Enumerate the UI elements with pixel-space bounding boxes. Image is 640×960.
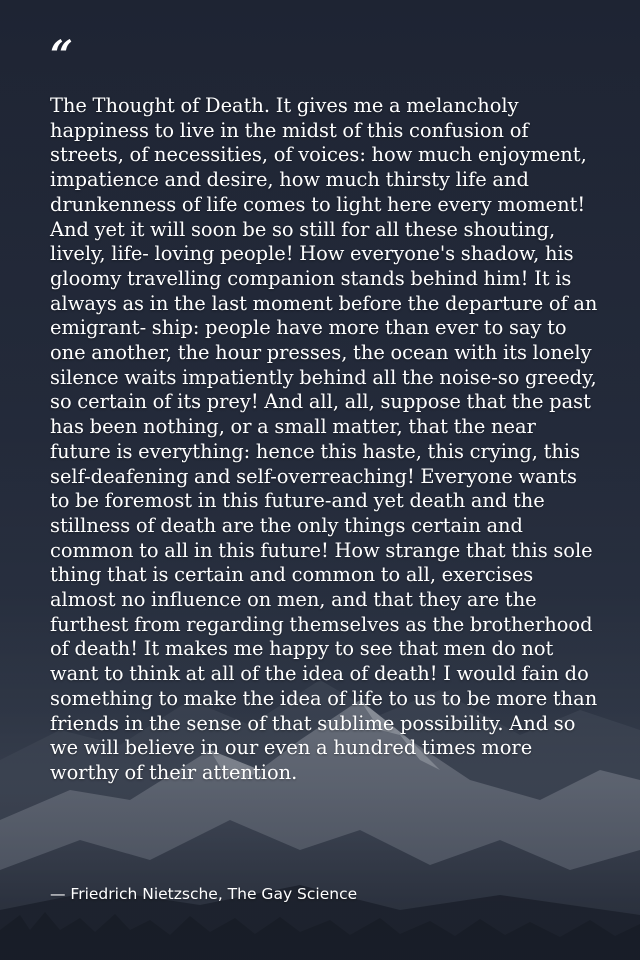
- quotation-mark-icon: “: [50, 32, 74, 79]
- quote-text: The Thought of Death. It gives me a melancholy happiness to live in the midst of this confusion of streets, of necessities, of voices: how much enjoyment, impatience and desire, how much thirsty life and drunkenness of life comes to light here every moment! And yet it will soon be so still for all these shouting, lively, life- loving people! How everyone's shadow, his gloomy travelling companion stands behind him! It is always as in the last moment before the departure of an emigrant- ship: people have more than ever to say to one another, the hour presses, the ocean with its lonely silence waits impatiently behind all the noise-so greedy, so certain of its prey! And all, all, suppose that the past has been nothing, or a small matter, that the near future is everything: hence this haste, this crying, this self-deafening and self-overreaching! Everyone wants to be foremost in this future-and yet death and the stillness of death are the only things certain and common to all in this future! How strange that this sole thing that is certain and common to all, exercises almost no influence on men, and that they are the furthest from regarding themselves as the brotherhood of death! It makes me happy to see that men do not want to think at all of the idea of death! I would fain do something to make the idea of life to us to be more than friends in the sense of that sublime possibility. And so we will believe in our even a hundred times more worthy of their attention.: [50, 94, 598, 784]
- quote-attribution: — Friedrich Nietzsche, The Gay Science: [50, 885, 358, 903]
